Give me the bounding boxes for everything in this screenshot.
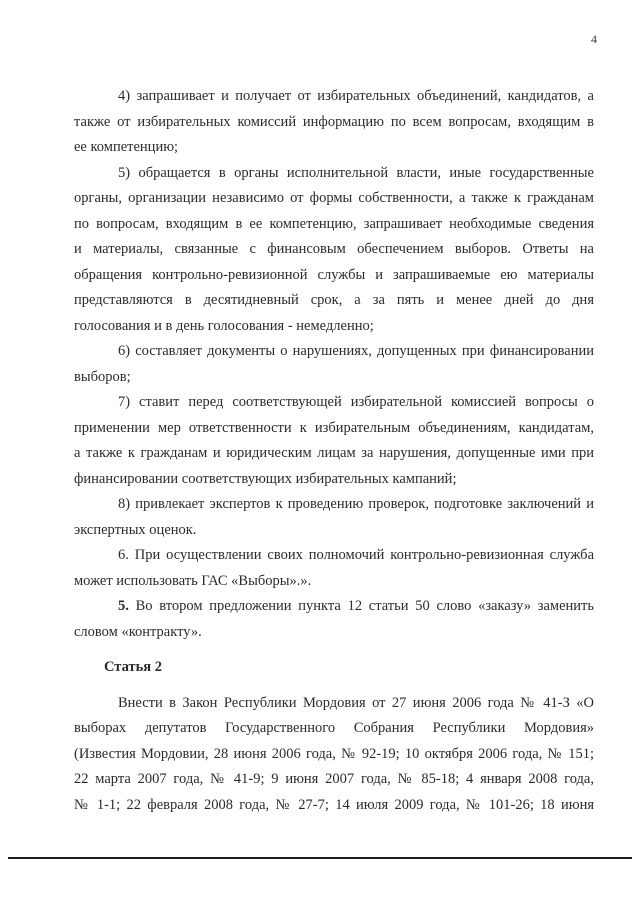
text-line: может использовать ГАС «Выборы».». xyxy=(74,572,312,589)
text-line: 8) привлекает экспертов к проведению проверок, подготовке заключений и xyxy=(118,496,594,512)
spacer xyxy=(74,681,594,691)
text-line: и материалы, связанные с финансовым обеспечением выборов. Ответы на xyxy=(74,241,594,257)
point-number: 5. xyxy=(118,598,129,614)
point-text: Во втором предложении пункта 12 статьи 50 слово «заказу» заменить xyxy=(135,598,595,614)
text-line xyxy=(74,594,594,620)
text-line: 6. При осуществлении своих полномочий контрольно-ревизионная служба xyxy=(118,547,594,563)
paragraph-section-6 xyxy=(74,543,594,594)
text-line: 6) составляет документы о нарушениях, допущенных при финансировании xyxy=(118,343,594,359)
text-line: применении мер ответственности к избирательным объединениям, кандидатам, xyxy=(74,419,594,436)
text-line: ее компетенцию; xyxy=(74,139,179,155)
text-line: 7) ставит перед соответствующей избирательной комиссией вопросы о xyxy=(118,394,594,410)
text-line: 4) запрашивает и получает от избирательных объединений, кандидатов, а xyxy=(118,88,594,104)
text-line: 5) обращается в органы исполнительной власти, иные государственные xyxy=(118,164,594,181)
text-line: также от избирательных комиссий информацию по всем вопросам, входящим в xyxy=(74,113,594,130)
text-line: финансировании соответствующих избирательных кампаний; xyxy=(74,470,457,487)
text-line: № 1-1; 22 февраля 2008 года, № 27-7; 14 июля 2009 года, № 101-26; 18 июня xyxy=(74,796,594,813)
paragraph-point-5 xyxy=(74,594,594,645)
paragraph-item-4 xyxy=(74,84,594,161)
paragraph-item-6 xyxy=(74,339,594,390)
text-line: 22 марта 2007 года, № 41-9; 9 июня 2007 года, № 85-18; 4 января 2008 года, xyxy=(74,771,594,787)
text-line: выборах депутатов Государственного Собрания Республики Мордовия» xyxy=(74,720,594,736)
text-line: а также к гражданам и юридическим лицам за нарушения, допущенные ими при xyxy=(74,445,594,461)
text-line: (Известия Мордовии, 28 июня 2006 года, № 92-19; 10 октября 2006 года, № 151; xyxy=(74,745,594,762)
text-line: обращения контрольно-ревизионной службы и запрашиваемые ею материалы xyxy=(74,266,594,283)
paragraph-item-7 xyxy=(74,390,594,492)
article-heading: Статья 2 xyxy=(104,659,162,675)
text-line: словом «контракту». xyxy=(74,623,202,640)
text-line: представляются в десятидневный срок, а за пять и менее дней до дня xyxy=(74,292,594,308)
page-number: 4 xyxy=(591,32,597,46)
text-line: по вопросам, входящим в ее компетенцию, запрашивает необходимые сведения xyxy=(74,215,594,232)
text-line: Внести в Закон Республики Мордовия от 27 июня 2006 года № 41-З «О xyxy=(118,694,594,711)
text-line: экспертных оценок. xyxy=(74,521,197,538)
text-line: выборов; xyxy=(74,368,131,385)
paragraph-article-2 xyxy=(74,691,594,819)
spacer xyxy=(74,645,594,655)
paragraph-item-8 xyxy=(74,492,594,543)
paragraph-item-5 xyxy=(74,161,594,340)
document-body xyxy=(74,84,594,818)
text-line: органы, организации независимо от формы собственности, а также к гражданам xyxy=(74,190,594,206)
bottom-rule xyxy=(8,857,632,859)
text-line: голосования и в день голосования - немедленно; xyxy=(74,317,374,334)
